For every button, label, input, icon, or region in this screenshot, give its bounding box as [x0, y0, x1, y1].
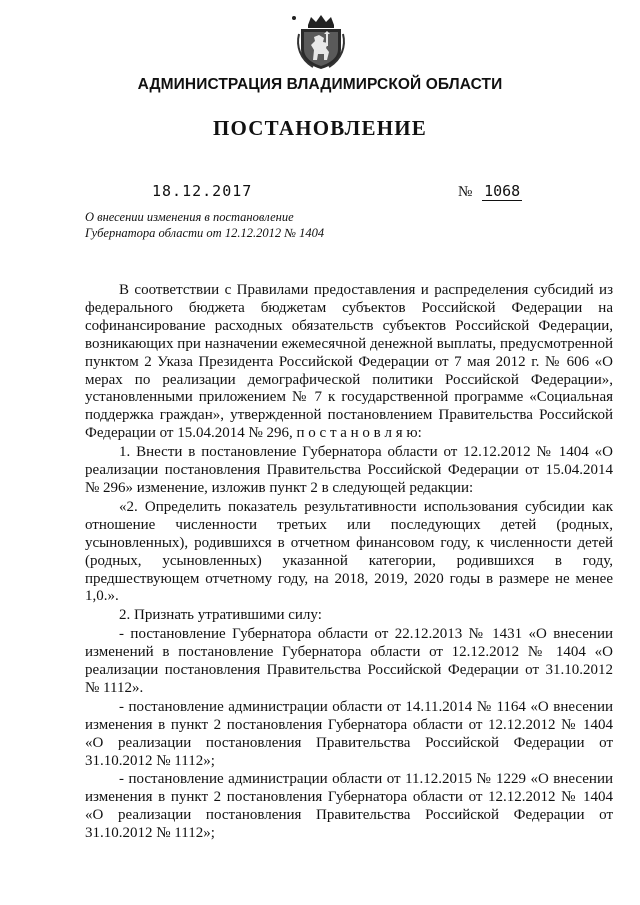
paragraph-repeal-2: - постановление администрации области от 14.11.2014 № 1164 «О внесении изменения в пункт 2 постановления Губернатора области от 12.12.2012 № 1404 «О реализации постановления Правительства Российской Федерации от 31.10.2012 № 1112»;: [85, 698, 613, 769]
paragraph-repeal-3: - постановление администрации области от 11.12.2015 № 1229 «О внесении изменения в пункт 2 постановления Губернатора области от 12.12.2012 № 1404 «О реализации постановления Правительства Российской Федерации от 31.10.2012 № 1112»;: [85, 771, 613, 842]
document-subject: [85, 209, 385, 241]
document-date: 18.12.2017: [152, 182, 253, 200]
paragraph-quoted-item-2: «2. Определить показатель результативности использования субсидии как отношение численности третьих или последующих детей (родных, усыновленных), родившихся в отчетном финансовом году, к численности детей (родных, усыновленных) указанной категории, родившихся в году, предшествующем отчетному году, на 2018, 2019, 2020 годы в размере не менее 1,0.».: [85, 498, 613, 605]
subject-line: Губернатора области от 12.12.2012 № 1404: [85, 226, 325, 240]
paragraph-item-2: 2. Признать утратившими силу:: [119, 607, 322, 624]
number-sign: №: [458, 184, 473, 200]
document-type-title: ПОСТАНОВЛЕНИЕ: [212, 116, 428, 140]
subject-line: О внесении изменения в постановление: [85, 210, 294, 224]
paragraph-preamble: В соответствии с Правилами предоставления и распределения субсидий из федерального бюджета бюджетам субъектов Российской Федерации на софинансирование расходных обязательств субъектов Российской Федерации, возникающих при назначении ежемесячной денежной выплаты, предусмотренной пунктом 2 Указа Президента Российской Федерации от 7 мая 2012 г. № 606 «О мерах по реализации демографической политики Российской Федерации», установленными приложением № 7 к государственной программе «Социальная поддержка граждан», утвержденной постановлением Правительства Российской Федерации от 15.04.2014 № 296, п о с т а н о в л я ю:: [85, 282, 613, 442]
paragraph-repeal-1: - постановление Губернатора области от 22.12.2013 № 1431 «О внесении изменений в постановление Губернатора области от 12.12.2012 № 1404 «О реализации постановления Правительства Российской Федерации от 31.10.2012 № 1112».: [85, 626, 613, 696]
paragraph-item-1: 1. Внести в постановление Губернатора области от 12.12.2012 № 1404 «О реализации постановления Правительства Российской Федерации от 15.04.2014 № 296» изменение, изложив пункт 2 в следующей редакции:: [85, 444, 613, 496]
organization-name: АДМИНИСТРАЦИЯ ВЛАДИМИРСКОЙ ОБЛАСТИ: [137, 76, 503, 93]
document-number: [458, 182, 522, 201]
document-body: [85, 282, 613, 844]
coat-of-arms-icon: [295, 12, 347, 70]
number-value: 1068: [484, 182, 521, 200]
